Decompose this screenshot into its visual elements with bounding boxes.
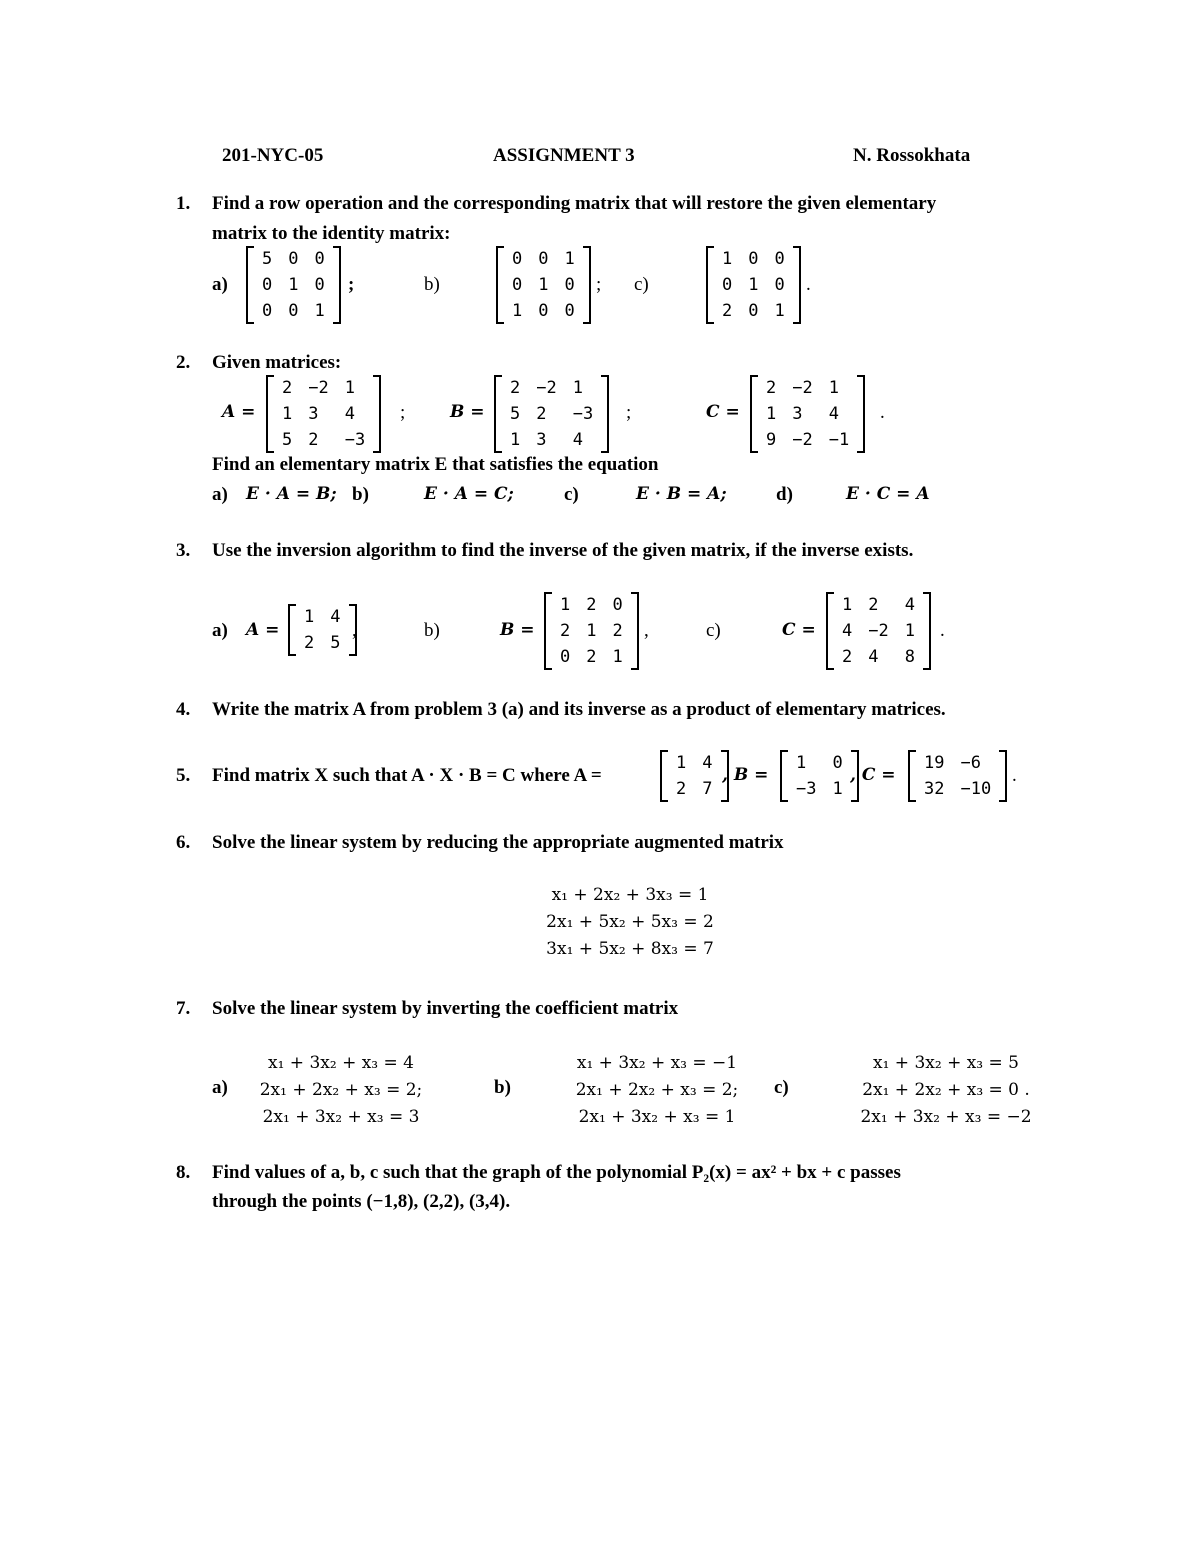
problem-4-number: 4.: [176, 699, 191, 720]
matrix-row: [788, 750, 851, 776]
left-bracket: [496, 246, 504, 324]
left-bracket: [706, 246, 714, 324]
matrix-cell: 2: [766, 378, 777, 398]
matrix-cell: 4: [344, 404, 355, 424]
matrix-cell: 1: [314, 301, 325, 321]
problem-2a-eq: E · A = B;: [246, 484, 337, 504]
matrix-row: [502, 375, 601, 401]
matrix-3B-label: B =: [500, 620, 535, 640]
problem-2d-label: d): [776, 484, 793, 505]
matrix-cell: 8: [904, 647, 915, 667]
problem-2-number: 2.: [176, 352, 191, 373]
matrix-cell: 0: [832, 753, 843, 773]
matrix-3C: [826, 592, 931, 670]
matrix-row: [296, 604, 349, 630]
matrix-5C: [908, 750, 1007, 802]
matrix-cell: 19: [924, 753, 945, 773]
problem-2-text-line2: Find an elementary matrix E that satisfies the equation: [212, 454, 659, 475]
author-name: N. Rossokhata: [853, 145, 971, 166]
matrix-cell: −2: [792, 378, 813, 398]
matrix-cell: 4: [904, 595, 915, 615]
matrix-entries: [274, 375, 373, 453]
matrix-cell: 2: [536, 404, 547, 424]
matrix-cell: 7: [702, 779, 713, 799]
problem-8-text-line2: through the points (−1,8), (2,2), (3,4).: [212, 1191, 511, 1212]
matrix-brackets: [246, 246, 341, 324]
course-code: 201-NYC-05: [222, 145, 324, 166]
matrix-2A: [266, 375, 381, 453]
matrix-cell: 0: [288, 249, 299, 269]
matrix-cell: −10: [960, 779, 992, 799]
matrix-A-label: A =: [222, 402, 256, 422]
problem-1b-label: b): [424, 274, 440, 295]
matrix-entries: [916, 750, 999, 802]
matrix-5B: [780, 750, 859, 802]
matrix-cell: 0: [262, 275, 273, 295]
matrix-cell: 3: [308, 404, 319, 424]
matrix-cell: 1: [510, 430, 521, 450]
problem-4-text: Write the matrix A from problem 3 (a) and its inverse as a product of elementary matrices.: [212, 699, 946, 720]
matrix-3B: [544, 592, 639, 670]
matrix-cell: 1: [796, 753, 807, 773]
problem-1-text-line2: matrix to the identity matrix:: [212, 223, 451, 244]
problem-5-text: Find matrix X such that A · X · B = C where A =: [212, 765, 602, 786]
matrix-row: [254, 298, 333, 324]
comma-3B: ,: [644, 620, 649, 641]
matrix-entries: [296, 604, 349, 656]
matrix-cell: 0: [564, 301, 575, 321]
matrix-cell: 5: [282, 430, 293, 450]
matrix-cell: 0: [612, 595, 623, 615]
matrix-C-label: C =: [706, 402, 740, 422]
matrix-cell: 2: [586, 647, 597, 667]
matrix-cell: 1: [842, 595, 853, 615]
matrix-row: [758, 375, 857, 401]
matrix-row: [552, 644, 631, 670]
matrix-cell: 2: [722, 301, 733, 321]
matrix-row: [916, 750, 999, 776]
matrix-cell: 1: [564, 249, 575, 269]
problem-3a-label: a): [212, 620, 228, 641]
matrix-entries: [834, 592, 923, 670]
matrix-cell: 0: [564, 275, 575, 295]
matrix-cell: 0: [560, 647, 571, 667]
matrix-cell: 1: [344, 378, 355, 398]
matrix-cell: 32: [924, 779, 945, 799]
matrix-row: [758, 427, 857, 453]
problem-1c-label: c): [634, 274, 649, 295]
problem-6-number: 6.: [176, 832, 191, 853]
matrix-row: [758, 401, 857, 427]
matrix-row: [552, 592, 631, 618]
matrix-2B: [494, 375, 609, 453]
matrix-entries: [552, 592, 631, 670]
matrix-row: [714, 272, 793, 298]
matrix-cell: 0: [748, 301, 759, 321]
matrix-brackets: [544, 592, 639, 670]
left-bracket: [266, 375, 274, 453]
problem-8-number: 8.: [176, 1162, 191, 1183]
matrix-cell: 5: [510, 404, 521, 424]
matrix-cell: 1: [282, 404, 293, 424]
matrix-entries: [758, 375, 857, 453]
matrix-cell: 2: [586, 595, 597, 615]
problem-7-text: Solve the linear system by inverting the coefficient matrix: [212, 998, 679, 1019]
sep-1b: ;: [596, 274, 602, 295]
matrix-row: [504, 272, 583, 298]
matrix-cell: 2: [560, 621, 571, 641]
problem-2d-eq: E · C = A: [846, 484, 930, 504]
matrix-cell: 2: [304, 633, 315, 653]
matrix-row: [788, 776, 851, 802]
matrix-cell: 2: [868, 595, 879, 615]
sep-2A: ;: [400, 402, 406, 423]
right-bracket: [999, 750, 1007, 802]
problem-2-text: Given matrices:: [212, 352, 342, 373]
left-bracket: [750, 375, 758, 453]
left-bracket: [660, 750, 668, 802]
matrix-row: [502, 427, 601, 453]
matrix-row: [504, 246, 583, 272]
matrix-brackets: [266, 375, 381, 453]
matrix-brackets: [288, 604, 357, 656]
matrix-cell: 0: [314, 275, 325, 295]
matrix-cell: 1: [722, 249, 733, 269]
matrix-brackets: [750, 375, 865, 453]
matrix-cell: 0: [774, 275, 785, 295]
matrix-cell: 4: [868, 647, 879, 667]
matrix-cell: 3: [536, 430, 547, 450]
matrix-cell: 5: [262, 249, 273, 269]
matrix-cell: −2: [792, 430, 813, 450]
problem-1a-label: a): [212, 274, 228, 295]
right-bracket: [333, 246, 341, 324]
matrix-row: [296, 630, 349, 656]
system-7a-eq1: x₁ + 3x₂ + x₃ = 4: [268, 1053, 414, 1073]
matrix-row: [714, 246, 793, 272]
left-bracket: [288, 604, 296, 656]
problem-3b-label: b): [424, 620, 440, 641]
matrix-cell: 4: [828, 404, 839, 424]
problem-2b-eq: E · A = C;: [424, 484, 514, 504]
system-7b-eq1: x₁ + 3x₂ + x₃ = −1: [576, 1053, 738, 1073]
matrix-cell: −3: [344, 430, 366, 450]
matrix-cell: 4: [572, 430, 583, 450]
right-bracket: [373, 375, 381, 453]
right-bracket: [793, 246, 801, 324]
system-7a: [236, 1050, 446, 1131]
problem-1-text-line1: Find a row operation and the corresponding matrix that will restore the given elementary: [212, 193, 937, 214]
end-2C: .: [880, 402, 885, 423]
matrix-3C-label: C =: [782, 620, 816, 640]
sep-2B: ;: [626, 402, 632, 423]
left-bracket: [544, 592, 552, 670]
matrix-row: [502, 401, 601, 427]
matrix-cell: 0: [512, 275, 523, 295]
right-bracket: [631, 592, 639, 670]
problem-3c-label: c): [706, 620, 721, 641]
matrix-brackets: [660, 750, 729, 802]
right-bracket: [923, 592, 931, 670]
matrix-row: [254, 246, 333, 272]
left-bracket: [494, 375, 502, 453]
problem-7a-label: a): [212, 1077, 228, 1098]
end-5: .: [1012, 765, 1017, 786]
matrix-cell: 1: [538, 275, 549, 295]
matrix-cell: 0: [538, 249, 549, 269]
matrix-row: [916, 776, 999, 802]
matrix-brackets: [826, 592, 931, 670]
matrix-cell: 0: [748, 249, 759, 269]
end-3C: .: [940, 620, 945, 641]
matrix-row: [274, 401, 373, 427]
matrix-cell: 4: [330, 607, 341, 627]
matrix-B-label: B =: [450, 402, 485, 422]
matrix-cell: 2: [308, 430, 319, 450]
matrix-brackets: [908, 750, 1007, 802]
matrix-entries: [254, 246, 333, 324]
matrix-cell: 0: [314, 249, 325, 269]
problem-2b-label: b): [352, 484, 369, 505]
matrix-cell: 0: [774, 249, 785, 269]
matrix-brackets: [706, 246, 801, 324]
matrix-cell: 2: [282, 378, 293, 398]
matrix-cell: 2: [510, 378, 521, 398]
system-6-eq3: 3x₁ + 5x₂ + 8x₃ = 7: [546, 939, 714, 959]
problem-2a-label: a): [212, 484, 228, 505]
system-7c-eq1: x₁ + 3x₂ + x₃ = 5: [873, 1053, 1019, 1073]
matrix-cell: −6: [960, 753, 981, 773]
matrix-1b: [496, 246, 591, 324]
problem-8-text-line1: Find values of a, b, c such that the graph of the polynomial P₂(x) = ax² + bx + c passes: [212, 1162, 901, 1183]
matrix-row: [552, 618, 631, 644]
matrix-entries: [504, 246, 583, 324]
left-bracket: [908, 750, 916, 802]
matrix-cell: 1: [676, 753, 687, 773]
system-7a-eq3: 2x₁ + 3x₂ + x₃ = 3: [262, 1107, 420, 1127]
matrix-row: [274, 427, 373, 453]
matrix-row: [834, 618, 923, 644]
matrix-entries: [502, 375, 601, 453]
matrix-cell: 4: [842, 621, 853, 641]
system-7c-eq3: 2x₁ + 3x₂ + x₃ = −2: [860, 1107, 1032, 1127]
matrix-row: [834, 644, 923, 670]
matrix-3A: [288, 604, 357, 656]
problem-5-number: 5.: [176, 765, 191, 786]
matrix-cell: 1: [904, 621, 915, 641]
problem-3-text: Use the inversion algorithm to find the inverse of the given matrix, if the inverse exists.: [212, 540, 914, 561]
matrix-cell: 1: [612, 647, 623, 667]
matrix-row: [504, 298, 583, 324]
matrix-cell: 4: [702, 753, 713, 773]
matrix-cell: 1: [586, 621, 597, 641]
matrix-brackets: [780, 750, 859, 802]
matrix-5C-label: , C =: [850, 765, 896, 785]
left-bracket: [826, 592, 834, 670]
matrix-cell: 0: [262, 301, 273, 321]
right-bracket: [601, 375, 609, 453]
matrix-row: [714, 298, 793, 324]
system-6-eq2: 2x₁ + 5x₂ + 5x₃ = 2: [546, 912, 714, 932]
matrix-entries: [714, 246, 793, 324]
matrix-cell: 5: [330, 633, 341, 653]
matrix-cell: 2: [676, 779, 687, 799]
problem-7b-label: b): [494, 1077, 511, 1098]
system-7c-eq2: 2x₁ + 2x₂ + x₃ = 0 .: [862, 1080, 1030, 1100]
problem-2c-eq: E · B = A;: [636, 484, 727, 504]
matrix-cell: 1: [828, 378, 839, 398]
matrix-brackets: [494, 375, 609, 453]
matrix-cell: 0: [512, 249, 523, 269]
system-7a-eq2: 2x₁ + 2x₂ + x₃ = 2;: [259, 1080, 423, 1100]
problem-1-number: 1.: [176, 193, 191, 214]
system-7b-eq3: 2x₁ + 3x₂ + x₃ = 1: [578, 1107, 736, 1127]
matrix-entries: [668, 750, 721, 802]
matrix-cell: 3: [792, 404, 803, 424]
sep-1a: ;: [348, 274, 355, 295]
problem-2c-label: c): [564, 484, 579, 505]
matrix-cell: 2: [842, 647, 853, 667]
matrix-row: [668, 776, 721, 802]
matrix-2C: [750, 375, 865, 453]
matrix-cell: 1: [748, 275, 759, 295]
matrix-cell: 0: [538, 301, 549, 321]
matrix-cell: 1: [774, 301, 785, 321]
matrix-1c: [706, 246, 801, 324]
matrix-row: [254, 272, 333, 298]
matrix-cell: −3: [572, 404, 594, 424]
matrix-5B-label: , B =: [722, 765, 769, 785]
matrix-cell: 0: [722, 275, 733, 295]
matrix-cell: 1: [288, 275, 299, 295]
matrix-cell: 1: [766, 404, 777, 424]
matrix-cell: 1: [572, 378, 583, 398]
matrix-row: [834, 592, 923, 618]
matrix-row: [668, 750, 721, 776]
system-7c: [836, 1050, 1056, 1131]
system-6: [520, 882, 740, 963]
matrix-cell: 1: [560, 595, 571, 615]
system-7b: [552, 1050, 762, 1131]
left-bracket: [246, 246, 254, 324]
matrix-cell: −1: [828, 430, 850, 450]
matrix-cell: −2: [308, 378, 329, 398]
assignment-title: ASSIGNMENT 3: [493, 145, 635, 166]
problem-7c-label: c): [774, 1077, 789, 1098]
matrix-cell: 2: [612, 621, 623, 641]
right-bracket: [583, 246, 591, 324]
matrix-5A: [660, 750, 729, 802]
matrix-cell: −3: [796, 779, 817, 799]
matrix-3A-label: A =: [246, 620, 280, 640]
comma-3A: ,: [352, 620, 357, 641]
end-1c: .: [806, 274, 811, 295]
system-7b-eq2: 2x₁ + 2x₂ + x₃ = 2;: [575, 1080, 739, 1100]
matrix-cell: −2: [536, 378, 557, 398]
matrix-1a: [246, 246, 341, 324]
matrix-entries: [788, 750, 851, 802]
matrix-cell: 1: [832, 779, 843, 799]
matrix-cell: 9: [766, 430, 777, 450]
matrix-row: [274, 375, 373, 401]
matrix-cell: −2: [868, 621, 889, 641]
matrix-brackets: [496, 246, 591, 324]
system-6-eq1: x₁ + 2x₂ + 3x₃ = 1: [551, 885, 709, 905]
problem-7-number: 7.: [176, 998, 191, 1019]
matrix-cell: 1: [304, 607, 315, 627]
right-bracket: [857, 375, 865, 453]
problem-3-number: 3.: [176, 540, 191, 561]
matrix-cell: 1: [512, 301, 523, 321]
left-bracket: [780, 750, 788, 802]
matrix-cell: 0: [288, 301, 299, 321]
problem-6-text: Solve the linear system by reducing the appropriate augmented matrix: [212, 832, 784, 853]
